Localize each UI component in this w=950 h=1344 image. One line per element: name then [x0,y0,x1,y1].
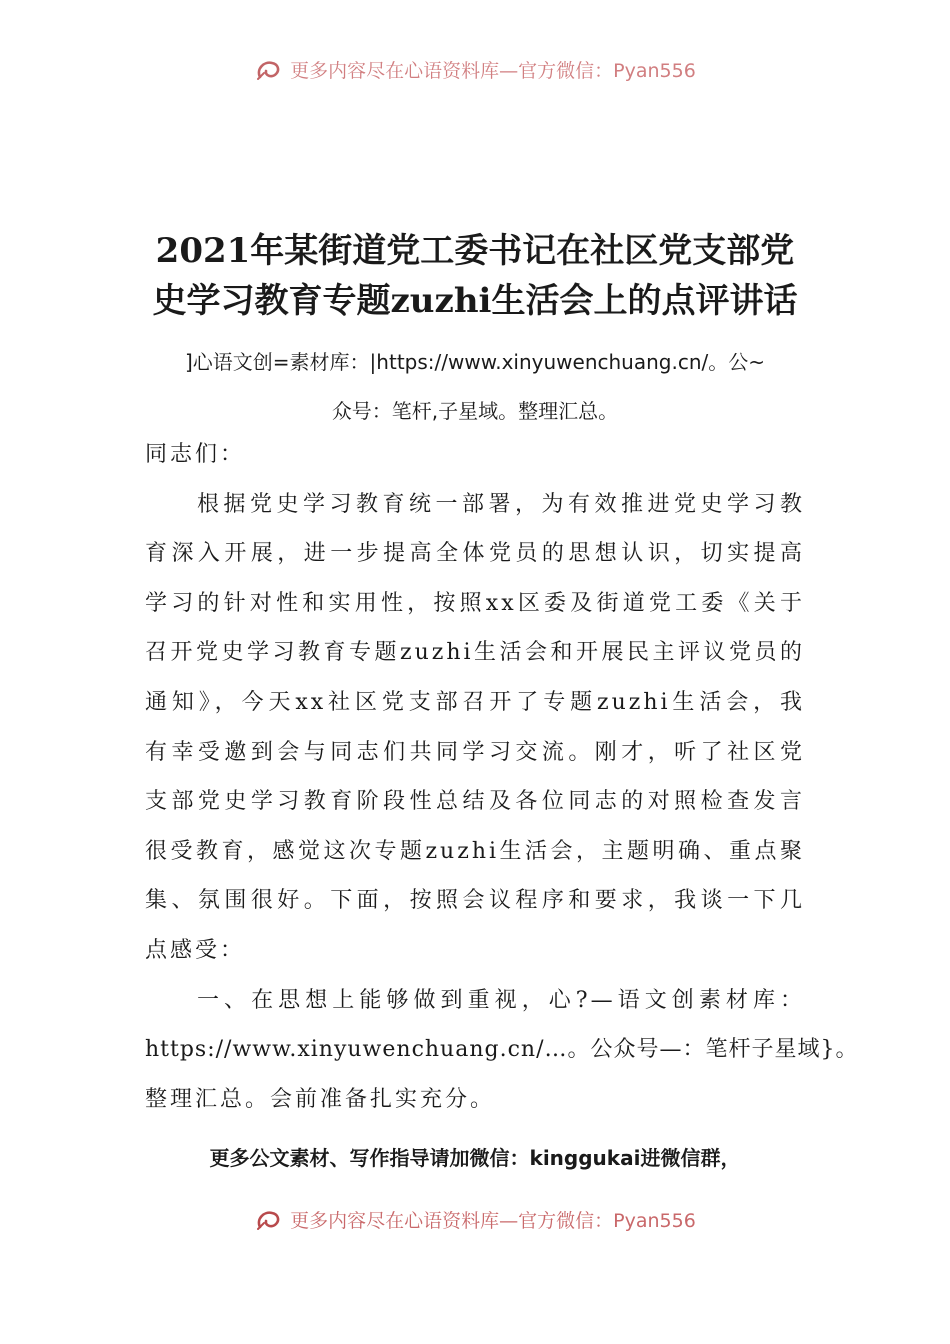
watermark-wechat: Pyan556 [613,1210,696,1232]
paragraph-line: 集、氛围很好。下面，按照会议程序和要求，我谈一下几 [145,888,805,914]
paragraph-line: 支部党史学习教育阶段性总结及各位同志的对照检查发言 [145,789,805,815]
watermark-wechat: Pyan556 [613,60,696,82]
source-note [120,338,830,436]
paragraph-line: 通知》，今天xx社区党支部召开了专题zuzhi生活会，我 [145,689,805,715]
paragraph-line: https://www.xinyuwenchuang.cn/…。公众号—：笔杆子星域}。 [145,1037,859,1063]
paragraph-1 [145,480,805,976]
watermark-text: 更多内容尽在心语资料库—官方微信： [290,60,614,82]
paragraph-line: 根据党史学习教育统一部署，为有效推进党史学习教 [197,491,805,517]
paragraph-line: 点感受： [145,937,246,963]
paragraph-line: 育深入开展，进一步提高全体党员的思想认识，切实提高 [145,541,805,567]
paragraph-line: 有幸受邀到会与同志们共同学习交流。刚才，听了社区党 [145,739,805,765]
title-line-1: 2021年某街道党工委书记在社区党支部党 [155,231,795,271]
document-title [120,226,830,326]
greeting: 同志们： [145,442,246,467]
paragraph-line: 整理汇总。会前准备扎实充分。 [145,1086,496,1112]
watermark-text: 更多内容尽在心语资料库—官方微信： [290,1210,614,1232]
paragraph-line: 很受教育，感觉这次专题zuzhi生活会，主题明确、重点聚 [145,838,805,864]
paragraph-line: 一、在思想上能够做到重视，心?—语文创素材库： [197,987,805,1013]
paragraph-line: 学习的针对性和实用性，按照xx区委及街道党工委《关于 [145,590,805,616]
source-line-2: 众号：笔杆,子星域。整理汇总。 [331,399,619,423]
document-body [145,430,859,1124]
paragraph-line: 召开党史学习教育专题zuzhi生活会和开展民主评议党员的 [145,640,805,666]
promo-line: 更多公文素材、写作指导请加微信：kinggukai进微信群， [209,1146,741,1170]
red-swirl-logo-icon [254,1207,284,1233]
footer-watermark [0,1206,950,1233]
header-watermark [0,56,950,83]
title-line-2: 史学习教育专题zuzhi生活会上的点评讲话 [152,281,798,321]
red-swirl-logo-icon [254,57,284,83]
paragraph-2 [145,976,859,1125]
source-line-1: ]心语文创=素材库：|https://www.xinyuwenchuang.cn/。公~ [185,350,765,374]
